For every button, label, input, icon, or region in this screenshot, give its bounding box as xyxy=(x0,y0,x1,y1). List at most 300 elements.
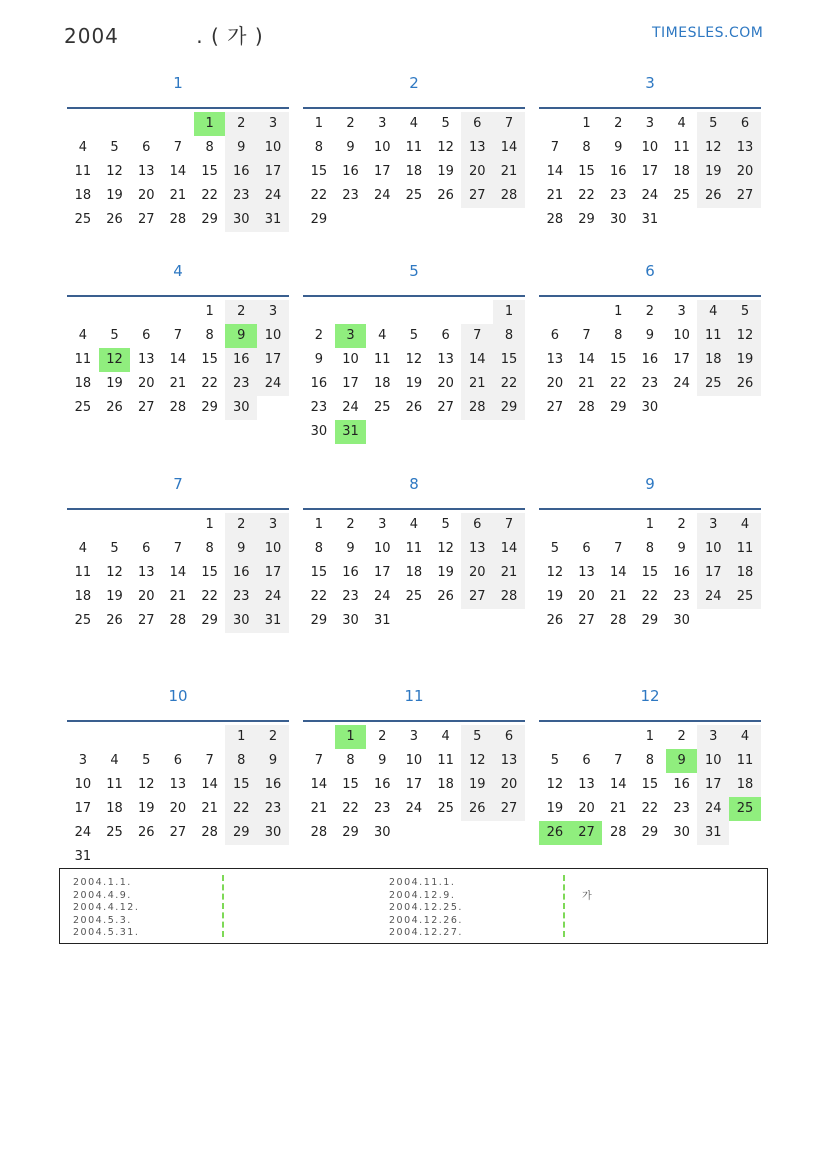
day-cell[interactable]: 7 xyxy=(614,541,623,556)
day-cell[interactable]: 23 xyxy=(342,589,359,604)
day-cell[interactable]: 17 xyxy=(697,561,729,585)
day-cell[interactable]: 6 xyxy=(461,513,493,537)
day-cell[interactable]: 14 xyxy=(169,164,187,179)
day-cell[interactable]: 12 xyxy=(546,565,564,580)
day-cell[interactable]: 16 xyxy=(257,773,289,797)
day-cell[interactable]: 25 xyxy=(106,825,123,840)
day-cell[interactable]: 29 xyxy=(493,396,525,420)
day-cell[interactable]: 30 xyxy=(225,208,257,232)
day-cell[interactable]: 17 xyxy=(74,801,92,816)
day-cell[interactable]: 22 xyxy=(201,376,218,391)
day-cell[interactable]: 12 xyxy=(437,541,454,556)
day-cell[interactable]: 25 xyxy=(697,372,729,396)
day-cell[interactable]: 22 xyxy=(201,589,218,604)
day-cell[interactable]: 3 xyxy=(697,513,729,537)
day-cell[interactable]: 4 xyxy=(78,328,87,343)
day-cell[interactable]: 1 xyxy=(493,300,525,324)
day-cell[interactable]: 15 xyxy=(609,352,627,367)
day-cell[interactable]: 18 xyxy=(373,376,391,391)
day-cell[interactable]: 14 xyxy=(578,352,595,367)
day-cell[interactable]: 14 xyxy=(546,164,564,179)
day-cell[interactable]: 22 xyxy=(342,801,359,816)
day-cell[interactable]: 8 xyxy=(614,328,623,343)
day-cell[interactable]: 29 xyxy=(225,821,257,845)
day-cell[interactable]: 1 xyxy=(205,304,214,319)
day-cell[interactable]: 29 xyxy=(201,212,218,227)
day-cell[interactable]: 5 xyxy=(550,753,559,768)
day-cell[interactable]: 22 xyxy=(641,801,659,816)
day-cell[interactable]: 5 xyxy=(441,116,450,131)
day-cell[interactable]: 15 xyxy=(201,565,218,580)
day-cell[interactable]: 19 xyxy=(546,801,564,816)
day-cell[interactable]: 12 xyxy=(729,324,761,348)
day-cell[interactable]: 29 xyxy=(641,825,659,840)
day-cell[interactable]: 20 xyxy=(493,773,525,797)
day-cell[interactable]: 21 xyxy=(493,160,525,184)
day-cell[interactable]: 2 xyxy=(257,725,289,749)
day-cell[interactable]: 24 xyxy=(697,585,729,609)
day-cell[interactable]: 23 xyxy=(225,585,257,609)
day-cell[interactable]: 24 xyxy=(257,585,289,609)
day-cell[interactable]: 23 xyxy=(641,376,659,391)
day-cell[interactable]: 24 xyxy=(673,376,690,391)
day-cell[interactable]: 16 xyxy=(225,160,257,184)
day-cell[interactable]: 3 xyxy=(257,513,289,537)
day-cell[interactable]: 19 xyxy=(546,589,564,604)
site-logo[interactable]: TIMESLES.COM xyxy=(652,25,764,41)
day-cell[interactable]: 21 xyxy=(609,589,627,604)
day-cell[interactable]: 13 xyxy=(137,164,155,179)
day-cell[interactable]: 9 xyxy=(378,753,387,768)
day-cell[interactable]: 11 xyxy=(697,324,729,348)
day-cell[interactable]: 7 xyxy=(173,328,183,343)
day-cell[interactable]: 10 xyxy=(373,140,391,155)
day-cell[interactable]: 6 xyxy=(729,112,761,136)
day-cell[interactable]: 24 xyxy=(257,372,289,396)
day-cell[interactable]: 19 xyxy=(106,376,123,391)
day-cell[interactable]: 6 xyxy=(142,541,151,556)
day-cell[interactable]: 2 xyxy=(225,300,257,324)
day-cell[interactable]: 6 xyxy=(550,328,559,343)
day-cell[interactable]: 11 xyxy=(373,352,391,367)
day-cell[interactable]: 11 xyxy=(74,352,92,367)
day-cell[interactable]: 11 xyxy=(729,537,761,561)
day-cell[interactable]: 24 xyxy=(257,184,289,208)
day-cell[interactable]: 6 xyxy=(173,753,183,768)
day-cell[interactable]: 22 xyxy=(225,797,257,821)
day-cell[interactable]: 16 xyxy=(641,352,659,367)
day-cell[interactable]: 28 xyxy=(578,400,595,415)
day-cell[interactable]: 26 xyxy=(106,613,123,628)
day-cell[interactable]: 25 xyxy=(729,585,761,609)
day-cell[interactable]: 11 xyxy=(405,541,423,556)
day-cell[interactable]: 11 xyxy=(405,140,423,155)
day-cell[interactable]: 28 xyxy=(493,585,525,609)
day-cell[interactable]: 25 xyxy=(729,797,761,821)
day-cell[interactable]: 20 xyxy=(137,188,155,203)
day-cell[interactable]: 17 xyxy=(405,777,423,792)
day-cell[interactable]: 16 xyxy=(342,164,359,179)
day-cell[interactable]: 19 xyxy=(405,376,423,391)
day-cell[interactable]: 30 xyxy=(373,825,391,840)
day-cell[interactable]: 21 xyxy=(609,801,627,816)
day-cell[interactable]: 29 xyxy=(201,400,218,415)
day-cell[interactable]: 30 xyxy=(342,613,359,628)
day-cell[interactable]: 9 xyxy=(225,537,257,561)
day-cell[interactable]: 29 xyxy=(641,613,659,628)
day-cell[interactable]: 26 xyxy=(546,613,564,628)
day-cell[interactable]: 6 xyxy=(582,753,591,768)
day-cell[interactable]: 3 xyxy=(378,116,387,131)
day-cell[interactable]: 21 xyxy=(578,376,595,391)
day-cell[interactable]: 17 xyxy=(257,348,289,372)
day-cell[interactable]: 14 xyxy=(169,352,187,367)
day-cell[interactable]: 30 xyxy=(641,400,659,415)
day-cell[interactable]: 31 xyxy=(641,212,659,227)
day-cell[interactable]: 10 xyxy=(697,537,729,561)
day-cell[interactable]: 13 xyxy=(137,352,155,367)
day-cell[interactable]: 5 xyxy=(110,140,119,155)
day-cell[interactable]: 14 xyxy=(169,565,187,580)
day-cell[interactable]: 9 xyxy=(257,749,289,773)
day-cell[interactable]: 16 xyxy=(310,376,328,391)
day-cell[interactable]: 27 xyxy=(578,613,595,628)
day-cell[interactable]: 28 xyxy=(609,825,627,840)
day-cell[interactable]: 27 xyxy=(546,400,564,415)
day-cell[interactable]: 6 xyxy=(142,140,151,155)
day-cell[interactable]: 2 xyxy=(645,304,655,319)
day-cell[interactable]: 31 xyxy=(697,821,729,845)
day-cell[interactable]: 30 xyxy=(257,821,289,845)
day-cell[interactable]: 25 xyxy=(74,212,92,227)
day-cell[interactable]: 7 xyxy=(173,140,183,155)
day-cell[interactable]: 13 xyxy=(169,777,187,792)
day-cell[interactable]: 20 xyxy=(546,376,564,391)
day-cell[interactable]: 14 xyxy=(609,565,627,580)
day-cell[interactable]: 29 xyxy=(342,825,359,840)
day-cell[interactable]: 27 xyxy=(571,821,603,845)
day-cell[interactable]: 23 xyxy=(225,184,257,208)
day-cell[interactable]: 11 xyxy=(673,140,690,155)
day-cell[interactable]: 7 xyxy=(461,324,493,348)
day-cell[interactable]: 11 xyxy=(74,164,92,179)
day-cell[interactable]: 18 xyxy=(437,777,454,792)
day-cell[interactable]: 8 xyxy=(314,541,323,556)
day-cell[interactable]: 15 xyxy=(342,777,359,792)
day-cell[interactable]: 2 xyxy=(677,729,686,744)
day-cell[interactable]: 28 xyxy=(493,184,525,208)
day-cell[interactable]: 16 xyxy=(673,777,690,792)
day-cell[interactable]: 8 xyxy=(582,140,591,155)
day-cell[interactable]: 24 xyxy=(405,801,423,816)
day-cell[interactable]: 20 xyxy=(137,589,155,604)
day-cell[interactable]: 24 xyxy=(74,825,92,840)
day-cell[interactable]: 27 xyxy=(169,825,187,840)
day-cell[interactable]: 4 xyxy=(697,300,729,324)
day-cell[interactable]: 23 xyxy=(225,372,257,396)
day-cell[interactable]: 14 xyxy=(493,136,525,160)
day-cell[interactable]: 2 xyxy=(225,112,257,136)
day-cell[interactable]: 9 xyxy=(225,324,257,348)
day-cell[interactable]: 24 xyxy=(697,797,729,821)
day-cell[interactable]: 4 xyxy=(677,116,686,131)
day-cell[interactable]: 11 xyxy=(729,749,761,773)
day-cell[interactable]: 27 xyxy=(137,400,155,415)
day-cell[interactable]: 7 xyxy=(614,753,623,768)
day-cell[interactable]: 1 xyxy=(582,116,591,131)
day-cell[interactable]: 22 xyxy=(310,589,328,604)
day-cell[interactable]: 28 xyxy=(310,825,328,840)
day-cell[interactable]: 4 xyxy=(78,140,87,155)
day-cell[interactable]: 15 xyxy=(201,352,218,367)
day-cell[interactable]: 15 xyxy=(641,777,659,792)
day-cell[interactable]: 4 xyxy=(409,116,419,131)
day-cell[interactable]: 30 xyxy=(225,396,257,420)
day-cell[interactable]: 5 xyxy=(142,753,151,768)
day-cell[interactable]: 15 xyxy=(493,348,525,372)
day-cell[interactable]: 12 xyxy=(461,749,493,773)
day-cell[interactable]: 23 xyxy=(342,188,359,203)
day-cell[interactable]: 7 xyxy=(205,753,214,768)
day-cell[interactable]: 25 xyxy=(405,188,423,203)
day-cell[interactable]: 1 xyxy=(314,517,323,532)
day-cell[interactable]: 26 xyxy=(461,797,493,821)
day-cell[interactable]: 6 xyxy=(493,725,525,749)
day-cell[interactable]: 13 xyxy=(578,777,595,792)
day-cell[interactable]: 26 xyxy=(437,589,454,604)
day-cell[interactable]: 18 xyxy=(74,188,92,203)
day-cell[interactable]: 2 xyxy=(346,116,355,131)
day-cell[interactable]: 18 xyxy=(729,561,761,585)
day-cell[interactable]: 15 xyxy=(310,164,328,179)
day-cell[interactable]: 27 xyxy=(461,184,493,208)
day-cell[interactable]: 1 xyxy=(645,517,655,532)
day-cell[interactable]: 2 xyxy=(378,729,387,744)
day-cell[interactable]: 22 xyxy=(641,589,659,604)
day-cell[interactable]: 27 xyxy=(137,613,155,628)
day-cell[interactable]: 3 xyxy=(645,116,655,131)
day-cell[interactable]: 5 xyxy=(729,300,761,324)
day-cell[interactable]: 20 xyxy=(169,801,187,816)
day-cell[interactable]: 6 xyxy=(441,328,450,343)
day-cell[interactable]: 20 xyxy=(137,376,155,391)
day-cell[interactable]: 8 xyxy=(225,749,257,773)
day-cell[interactable]: 18 xyxy=(673,164,690,179)
day-cell[interactable]: 1 xyxy=(645,729,655,744)
day-cell[interactable]: 15 xyxy=(201,164,218,179)
day-cell[interactable]: 5 xyxy=(697,112,729,136)
day-cell[interactable]: 12 xyxy=(106,565,123,580)
day-cell[interactable]: 4 xyxy=(78,541,87,556)
day-cell[interactable]: 29 xyxy=(201,613,218,628)
day-cell[interactable]: 3 xyxy=(78,753,87,768)
day-cell[interactable]: 18 xyxy=(729,773,761,797)
day-cell[interactable]: 2 xyxy=(614,116,623,131)
day-cell[interactable]: 20 xyxy=(578,801,595,816)
day-cell[interactable]: 31 xyxy=(257,609,289,633)
day-cell[interactable]: 20 xyxy=(437,376,454,391)
day-cell[interactable]: 12 xyxy=(546,777,564,792)
day-cell[interactable]: 30 xyxy=(225,609,257,633)
day-cell[interactable]: 23 xyxy=(310,400,328,415)
day-cell[interactable]: 22 xyxy=(578,188,595,203)
day-cell[interactable]: 22 xyxy=(201,188,218,203)
day-cell[interactable]: 25 xyxy=(673,188,690,203)
day-cell[interactable]: 11 xyxy=(74,565,92,580)
day-cell[interactable]: 3 xyxy=(257,112,289,136)
day-cell[interactable]: 5 xyxy=(461,725,493,749)
day-cell[interactable]: 20 xyxy=(461,160,493,184)
day-cell[interactable]: 3 xyxy=(335,324,367,348)
day-cell[interactable]: 24 xyxy=(342,400,359,415)
day-cell[interactable]: 13 xyxy=(546,352,564,367)
day-cell[interactable]: 8 xyxy=(645,753,655,768)
day-cell[interactable]: 8 xyxy=(645,541,655,556)
day-cell[interactable]: 30 xyxy=(673,613,690,628)
day-cell[interactable]: 28 xyxy=(201,825,218,840)
day-cell[interactable]: 3 xyxy=(697,725,729,749)
day-cell[interactable]: 7 xyxy=(493,112,525,136)
day-cell[interactable]: 26 xyxy=(106,212,123,227)
day-cell[interactable]: 9 xyxy=(346,541,355,556)
day-cell[interactable]: 9 xyxy=(677,541,686,556)
day-cell[interactable]: 4 xyxy=(441,729,450,744)
day-cell[interactable]: 26 xyxy=(437,188,454,203)
day-cell[interactable]: 21 xyxy=(546,188,564,203)
day-cell[interactable]: 19 xyxy=(137,801,155,816)
day-cell[interactable]: 18 xyxy=(405,565,423,580)
day-cell[interactable]: 1 xyxy=(335,725,367,749)
day-cell[interactable]: 11 xyxy=(106,777,123,792)
day-cell[interactable]: 2 xyxy=(314,328,323,343)
day-cell[interactable]: 20 xyxy=(729,160,761,184)
day-cell[interactable]: 13 xyxy=(578,565,595,580)
day-cell[interactable]: 13 xyxy=(493,749,525,773)
day-cell[interactable]: 10 xyxy=(342,352,359,367)
day-cell[interactable]: 5 xyxy=(409,328,419,343)
day-cell[interactable]: 25 xyxy=(405,589,423,604)
day-cell[interactable]: 20 xyxy=(461,561,493,585)
day-cell[interactable]: 17 xyxy=(673,352,690,367)
day-cell[interactable]: 26 xyxy=(405,400,423,415)
day-cell[interactable]: 28 xyxy=(169,400,187,415)
day-cell[interactable]: 24 xyxy=(373,188,391,203)
day-cell[interactable]: 8 xyxy=(205,541,214,556)
day-cell[interactable]: 26 xyxy=(697,184,729,208)
day-cell[interactable]: 2 xyxy=(346,517,355,532)
day-cell[interactable]: 16 xyxy=(225,348,257,372)
day-cell[interactable]: 19 xyxy=(106,589,123,604)
day-cell[interactable]: 12 xyxy=(437,140,454,155)
day-cell[interactable]: 8 xyxy=(205,140,214,155)
day-cell[interactable]: 27 xyxy=(137,212,155,227)
day-cell[interactable]: 10 xyxy=(74,777,92,792)
day-cell[interactable]: 4 xyxy=(729,513,761,537)
day-cell[interactable]: 4 xyxy=(378,328,387,343)
day-cell[interactable]: 13 xyxy=(729,136,761,160)
day-cell[interactable]: 1 xyxy=(205,517,214,532)
day-cell[interactable]: 16 xyxy=(373,777,391,792)
day-cell[interactable]: 27 xyxy=(729,184,761,208)
day-cell[interactable]: 9 xyxy=(314,352,323,367)
day-cell[interactable]: 15 xyxy=(641,565,659,580)
day-cell[interactable]: 6 xyxy=(142,328,151,343)
day-cell[interactable]: 5 xyxy=(110,541,119,556)
day-cell[interactable]: 17 xyxy=(373,565,391,580)
day-cell[interactable]: 9 xyxy=(346,140,355,155)
day-cell[interactable]: 28 xyxy=(461,396,493,420)
day-cell[interactable]: 7 xyxy=(314,753,323,768)
day-cell[interactable]: 12 xyxy=(405,352,423,367)
day-cell[interactable]: 25 xyxy=(74,400,92,415)
day-cell[interactable]: 22 xyxy=(609,376,627,391)
day-cell[interactable]: 27 xyxy=(461,585,493,609)
day-cell[interactable]: 10 xyxy=(257,324,289,348)
day-cell[interactable]: 23 xyxy=(673,801,690,816)
day-cell[interactable]: 23 xyxy=(609,188,627,203)
day-cell[interactable]: 6 xyxy=(582,541,591,556)
day-cell[interactable]: 28 xyxy=(169,613,187,628)
day-cell[interactable]: 31 xyxy=(373,613,391,628)
day-cell[interactable]: 17 xyxy=(641,164,659,179)
day-cell[interactable]: 30 xyxy=(609,212,627,227)
day-cell[interactable]: 18 xyxy=(405,164,423,179)
day-cell[interactable]: 14 xyxy=(201,777,218,792)
day-cell[interactable]: 26 xyxy=(137,825,155,840)
day-cell[interactable]: 18 xyxy=(697,348,729,372)
day-cell[interactable]: 25 xyxy=(74,613,92,628)
day-cell[interactable]: 3 xyxy=(677,304,686,319)
day-cell[interactable]: 21 xyxy=(201,801,218,816)
day-cell[interactable]: 8 xyxy=(493,324,525,348)
day-cell[interactable]: 27 xyxy=(493,797,525,821)
day-cell[interactable]: 10 xyxy=(405,753,423,768)
day-cell[interactable]: 26 xyxy=(729,372,761,396)
day-cell[interactable]: 12 xyxy=(106,164,123,179)
day-cell[interactable]: 1 xyxy=(614,304,623,319)
day-cell[interactable]: 24 xyxy=(641,188,659,203)
day-cell[interactable]: 23 xyxy=(373,801,391,816)
day-cell[interactable]: 15 xyxy=(310,565,328,580)
day-cell[interactable]: 10 xyxy=(373,541,391,556)
day-cell[interactable]: 28 xyxy=(609,613,627,628)
day-cell[interactable]: 10 xyxy=(673,328,690,343)
day-cell[interactable]: 24 xyxy=(373,589,391,604)
day-cell[interactable]: 16 xyxy=(673,565,690,580)
day-cell[interactable]: 9 xyxy=(645,328,655,343)
day-cell[interactable]: 17 xyxy=(342,376,359,391)
day-cell[interactable]: 19 xyxy=(729,348,761,372)
day-cell[interactable]: 2 xyxy=(677,517,686,532)
day-cell[interactable]: 5 xyxy=(110,328,119,343)
day-cell[interactable]: 10 xyxy=(257,136,289,160)
day-cell[interactable]: 11 xyxy=(437,753,454,768)
day-cell[interactable]: 1 xyxy=(225,725,257,749)
day-cell[interactable]: 9 xyxy=(225,136,257,160)
day-cell[interactable]: 15 xyxy=(225,773,257,797)
day-cell[interactable]: 15 xyxy=(578,164,595,179)
day-cell[interactable]: 6 xyxy=(461,112,493,136)
day-cell[interactable]: 14 xyxy=(461,348,493,372)
day-cell[interactable]: 10 xyxy=(257,537,289,561)
day-cell[interactable]: 7 xyxy=(550,140,559,155)
day-cell[interactable]: 12 xyxy=(99,348,131,372)
day-cell[interactable]: 16 xyxy=(609,164,627,179)
day-cell[interactable]: 17 xyxy=(257,160,289,184)
day-cell[interactable]: 9 xyxy=(614,140,623,155)
day-cell[interactable]: 18 xyxy=(106,801,123,816)
day-cell[interactable]: 10 xyxy=(697,749,729,773)
